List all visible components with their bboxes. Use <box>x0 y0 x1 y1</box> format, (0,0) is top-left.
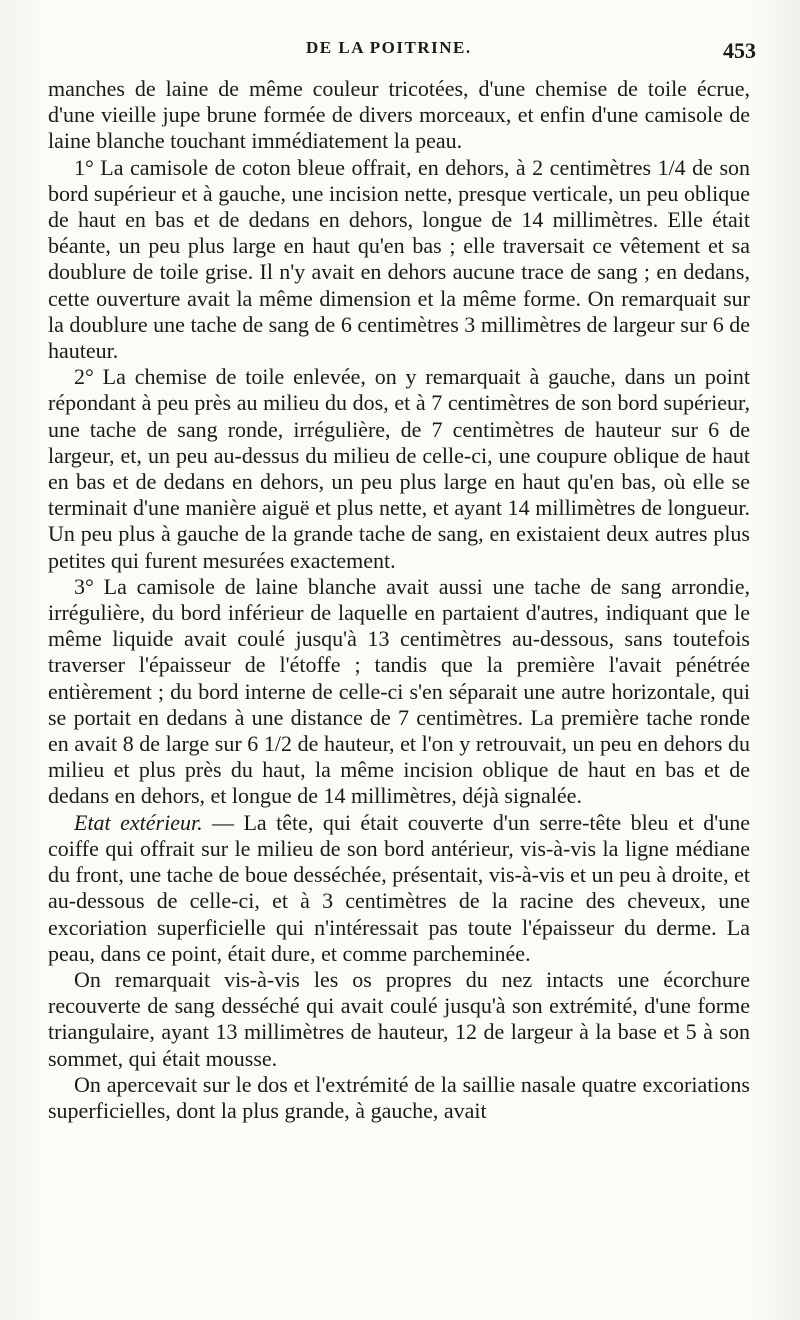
paragraph-text: On apercevait sur le dos et l'extrémité de la saillie nasale quatre excoriations superficielles, dont la plus grande, à gauche, avait <box>48 1071 750 1123</box>
paragraph-text: 2° La chemise de toile enlevée, on y remarquait à gauche, dans un point répondant à peu près au milieu du dos, et à 7 centimètres de son bord supérieur, une tache de sang ronde, irrégulière, de 7 centimètres de hauteur sur 6 de largeur, et, un peu au-dessus du milieu de celle-ci, une coupure oblique de haut en bas et de dedans en dehors, un peu plus large en haut qu'en bas, où elle se terminait d'une manière aiguë et plus nette, et ayant 14 millimètres de longueur. Un peu plus à gauche de la grande tache de sang, en existaient deux autres plus petites qui furent mesurées exactement. <box>48 364 750 573</box>
section-lead: Etat extérieur. <box>74 809 203 835</box>
paragraph-nose <box>48 967 750 1072</box>
page-number: 453 <box>723 38 756 63</box>
paragraph-item-2 <box>48 364 750 574</box>
paragraph-text: 3° La camisole de laine blanche avait aussi une tache de sang arrondie, irrégulière, du bord inférieur de laquelle en partaient d'autres, indiquant que le même liquide avait coulé jusqu'à 13 centimètres au-dessous, sans toutefois traverser l'épaisseur de l'étoffe ; tandis que la première l'avait pénétrée entièrement ; du bord interne de celle-ci s'en séparait une autre horizontale, qui se portait en dedans à une distance de 7 centimètres. La première tache ronde en avait 8 de large sur 6 1/2 de hauteur, et l'on y retrouvait, un peu en dehors du milieu et plus près du haut, la même incision oblique de haut en bas et de dedans en dehors, et longue de 14 millimètres, déjà signalée. <box>48 573 750 809</box>
running-head: DE LA POITRINE. <box>306 38 472 57</box>
paragraph-item-1 <box>48 155 750 365</box>
paragraph-continuation <box>48 76 750 155</box>
paragraph-text: — La tête, qui était couverte d'un serre-tête bleu et d'une coiffe qui offrait sur le milieu de son bord antérieur, vis-à-vis la ligne médiane du front, une tache de boue desséchée, présentait, vis-à-vis et un peu à droite, et au-dessous de celle-ci, et à 3 centimètres de la racine des cheveux, une excoriation superficielle qui n'intéressait pas toute l'épaisseur du derme. La peau, dans ce point, était dure, et comme parcheminée. <box>48 809 751 966</box>
body-text <box>48 76 750 1124</box>
paragraph-item-3 <box>48 574 750 810</box>
paragraph-excoriations <box>48 1072 750 1124</box>
paragraph-etat-exterieur <box>48 810 750 967</box>
paragraph-text: manches de laine de même couleur tricotées, d'une chemise de toile écrue, d'une vieille jupe brune formée de divers morceaux, et enfin d'une camisole de laine blanche touchant immédiatement la peau. <box>48 76 750 154</box>
paragraph-text: On remarquait vis-à-vis les os propres du nez intacts une écorchure recouverte de sang desséché qui avait coulé jusqu'à son extrémité, d'une forme triangulaire, ayant 13 millimètres de hauteur, 12 de largeur à la base et 5 à son sommet, qui était mousse. <box>48 966 750 1071</box>
page-header <box>48 36 756 76</box>
paragraph-text: 1° La camisole de coton bleue offrait, en dehors, à 2 centimètres 1/4 de son bord supérieur et à gauche, une incision nette, presque verticale, un peu oblique de haut en bas et de dedans en dehors, longue de 14 millimètres. Elle était béante, un peu plus large en haut qu'en bas ; elle traversait ce vêtement et sa doublure de toile grise. Il n'y avait en dehors aucune trace de sang ; en dedans, cette ouverture avait la même dimension et la même forme. On remarquait sur la doublure une tache de sang de 6 centimètres 3 millimètres de largeur sur 6 de hauteur. <box>48 154 750 364</box>
